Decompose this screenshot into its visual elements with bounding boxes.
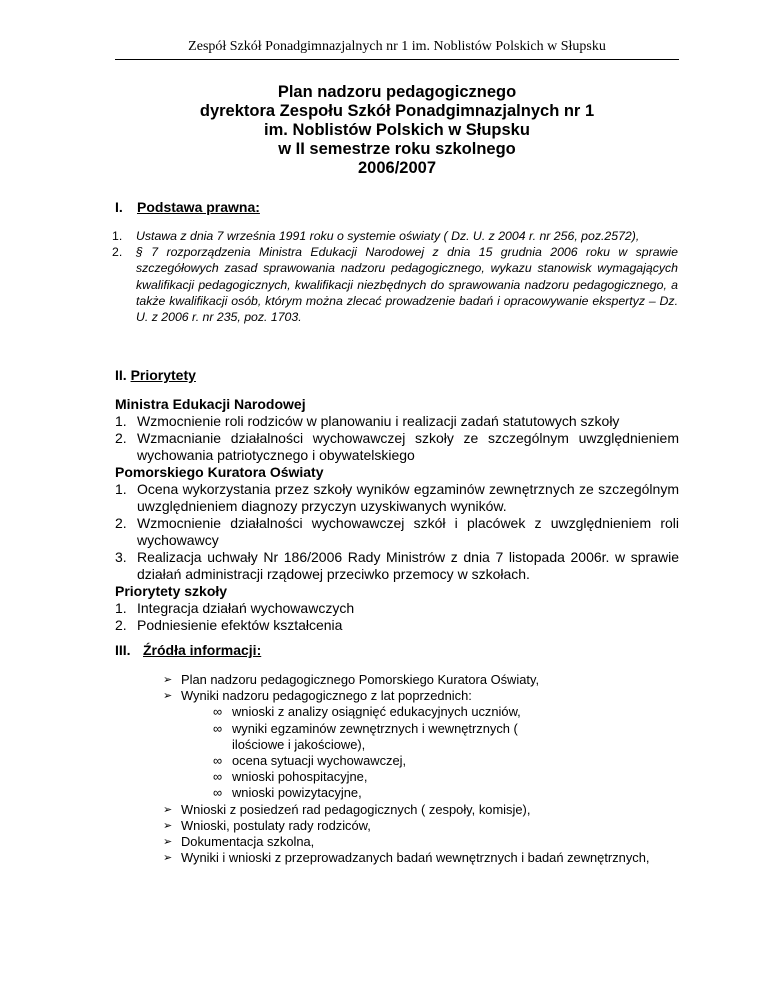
priority-item-number: 2.: [115, 430, 127, 446]
source-subitem-text: wyniki egzaminów zewnętrznych i wewnętrznych ( ilościowe i jakościowe),: [232, 720, 518, 752]
infinity-bullet-icon: ∞: [213, 769, 223, 785]
legal-item-number: 2.: [112, 245, 123, 260]
priority-item: [115, 549, 679, 583]
source-item-text: Wnioski z posiedzeń rad pedagogicznych ( zespoły, komisje),: [181, 801, 531, 817]
priority-item-text: Realizacja uchwały Nr 186/2006 Rady Ministrów z dnia 7 listopada 2006r. w sprawie działań administracji rządowej przeciwko przemocy w szkołach.: [137, 549, 679, 582]
source-item: [163, 850, 679, 866]
priority-item-number: 1.: [115, 600, 127, 616]
priority-item: [115, 515, 679, 549]
running-header: Zespół Szkół Ponadgimnazjalnych nr 1 im. Noblistów Polskich w Słupsku: [115, 38, 679, 60]
arrow-bullet-icon: ➢: [163, 690, 173, 703]
priority-group-title: Ministra Edukacji Narodowej: [115, 396, 306, 412]
legal-item-text: § 7 rozporządzenia Ministra Edukacji Narodowej z dnia 15 grudnia 2006 roku w sprawie szczegółowych zasad sprawowania nadzoru pedagogicznego, wykazu stanowisk wymagających kwalifikacji pedagogicznych, kwalifikacji niezbędnych do sprawowania nadzoru pedagogicznego, a także kwalifikacji osób, którym można zlecać prowadzenie badań i opracowywanie ekspertyz – Dz. U. z 2006 r. nr 235, poz. 1703.: [136, 245, 678, 325]
title-line-1: Plan nadzoru pedagogicznego: [277, 83, 517, 101]
priority-item-text: Wzmocnienie działalności wychowawczej szkół i placówek z uwzględnieniem roli wychowawcy: [137, 515, 679, 548]
source-subitem-text: wnioski pohospitacyjne,: [232, 769, 368, 785]
priority-group-title: Pomorskiego Kuratora Oświaty: [115, 464, 324, 480]
section-2-title: Priorytety: [130, 367, 196, 383]
priority-item: [115, 600, 679, 617]
source-item-text: Plan nadzoru pedagogicznego Pomorskiego Kuratora Oświaty,: [181, 672, 540, 687]
priority-item-number: 2.: [115, 617, 127, 633]
source-subitem: [163, 704, 679, 720]
infinity-bullet-icon: ∞: [213, 720, 223, 736]
title-line-5: 2006/2007: [358, 159, 436, 177]
source-item: [163, 802, 679, 818]
legal-item-number: 1.: [112, 229, 123, 243]
arrow-bullet-icon: ➢: [163, 819, 173, 832]
priority-item: [115, 481, 679, 515]
section-3-title: Źródła informacji:: [143, 642, 262, 658]
section-3-number: III.: [115, 642, 131, 658]
section-1-title: Podstawa prawna:: [137, 199, 260, 215]
priority-item-number: 1.: [115, 481, 127, 497]
arrow-bullet-icon: ➢: [163, 836, 173, 849]
infinity-bullet-icon: ∞: [213, 785, 223, 801]
infinity-bullet-icon: ∞: [213, 704, 223, 720]
source-item-text: Wyniki nadzoru pedagogicznego z lat poprzednich:: [181, 688, 472, 704]
priority-item-text: Integracja działań wychowawczych: [137, 600, 355, 616]
infinity-bullet-icon: ∞: [213, 753, 223, 769]
priority-item-text: Podniesienie efektów kształcenia: [137, 617, 343, 633]
source-subitem-text: ocena sytuacji wychowawczej,: [232, 753, 407, 769]
source-subitem: [163, 721, 679, 753]
title-line-4: w II semestrze roku szkolnego: [278, 140, 516, 158]
section-2-number: II.: [115, 367, 127, 383]
sources-list: [163, 672, 679, 866]
arrow-bullet-icon: ➢: [163, 852, 173, 865]
source-item: [163, 818, 679, 834]
priority-item: [115, 617, 679, 634]
section-1-heading: [115, 198, 260, 216]
document-title: [115, 83, 679, 178]
priority-group-title: Priorytety szkoły: [115, 583, 228, 599]
priority-item-number: 2.: [115, 515, 127, 531]
legal-basis-list: [112, 228, 678, 325]
source-subitem: [163, 753, 679, 769]
priority-item-number: 3.: [115, 549, 127, 565]
source-item: [163, 672, 679, 688]
source-item-text: Dokumentacja szkolna,: [181, 834, 315, 850]
priority-item: [115, 430, 679, 464]
priority-item-text: Wzmacnianie działalności wychowawczej szkoły ze szczególnym uwzględnieniem wychowania patriotycznego i obywatelskiego: [137, 430, 679, 463]
priorities-list: [115, 396, 679, 634]
section-1-number: I.: [115, 199, 123, 215]
source-item-text: Wyniki i wnioski z przeprowadzanych badań wewnętrznych i badań zewnętrznych,: [181, 850, 650, 866]
priority-item-number: 1.: [115, 413, 127, 429]
arrow-bullet-icon: ➢: [163, 674, 173, 686]
legal-item: [112, 244, 678, 325]
title-line-3: im. Noblistów Polskich w Słupsku: [264, 121, 530, 139]
legal-item: [112, 228, 678, 244]
priority-item: [115, 413, 679, 430]
legal-item-text: Ustawa z dnia 7 września 1991 roku o systemie oświaty ( Dz. U. z 2004 r. nr 256, poz.2572),: [136, 229, 640, 243]
section-3-heading: [115, 641, 261, 659]
priority-item-text: Ocena wykorzystania przez szkoły wyników egzaminów zewnętrznych ze szczególnym uwzględnieniem diagnozy przyczyn uzyskiwanych wyników.: [137, 481, 679, 514]
source-item: [163, 834, 679, 850]
source-subitem: [163, 785, 679, 801]
section-2-heading: [115, 366, 196, 384]
arrow-bullet-icon: ➢: [163, 803, 173, 816]
source-subitem: [163, 769, 679, 785]
source-item: [163, 688, 679, 704]
source-subitem-text: wnioski z analizy osiągnięć edukacyjnych uczniów,: [232, 704, 521, 720]
source-subitem-text: wnioski powizytacyjne,: [232, 785, 362, 801]
title-line-2: dyrektora Zespołu Szkół Ponadgimnazjalnych nr 1: [199, 102, 595, 120]
source-item-text: Wnioski, postulaty rady rodziców,: [181, 817, 371, 833]
priority-item-text: Wzmocnienie roli rodziców w planowaniu i realizacji zadań statutowych szkoły: [137, 413, 620, 429]
